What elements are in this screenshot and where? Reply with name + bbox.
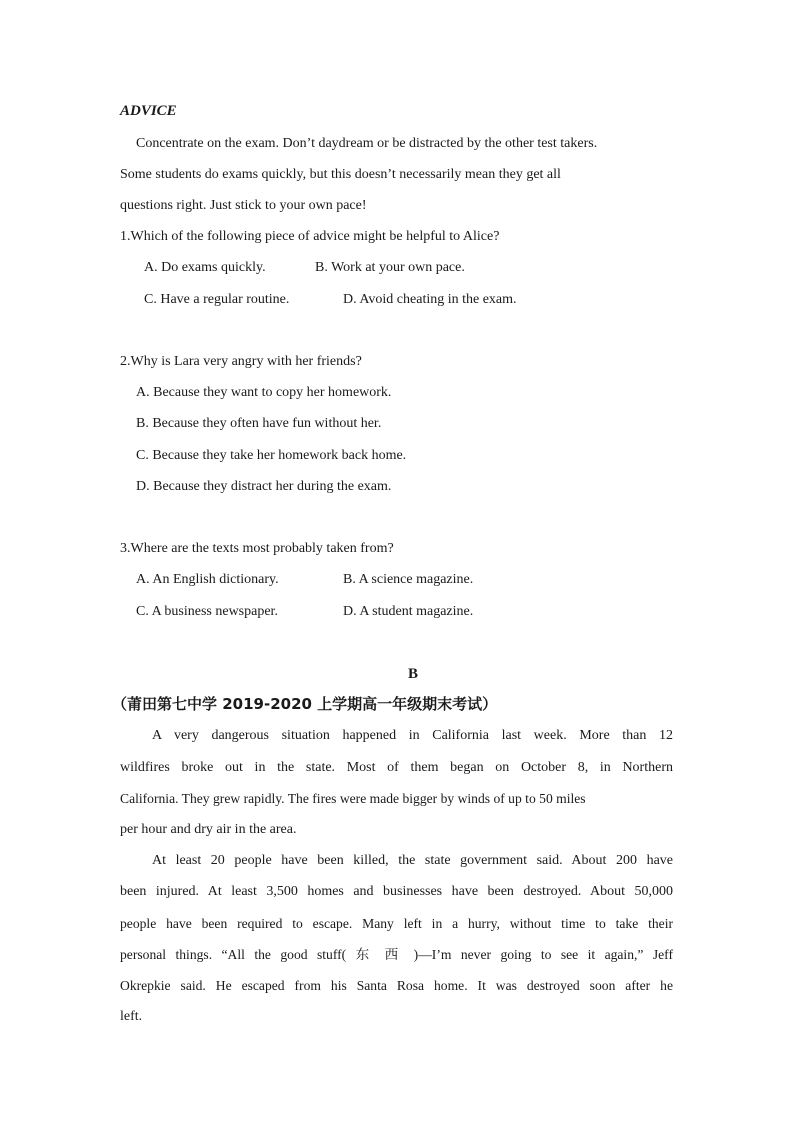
question-option: A. An English dictionary. — [136, 572, 279, 587]
passage-line: At least 20 people have been killed, the state government said. About 200 have — [152, 853, 673, 868]
passage-line: Okrepkie said. He escaped from his Santa Rosa home. It was destroyed soon after he — [120, 978, 673, 993]
passage-line: A very dangerous situation happened in California last week. More than 12 — [152, 728, 673, 743]
question-option: D. Because they distract her during the exam. — [136, 479, 392, 494]
question-stem: 2.Why is Lara very angry with her friends? — [120, 354, 362, 369]
question-option: C. A business newspaper. — [136, 604, 278, 619]
question-option: B. A science magazine. — [343, 572, 474, 587]
question-option: D. A student magazine. — [343, 604, 474, 619]
advice-line: Concentrate on the exam. Don’t daydream or be distracted by the other test takers. — [136, 136, 598, 151]
question-option: C. Have a regular routine. — [144, 292, 290, 307]
passage-line: personal things. “All the good stuff( 东 西 )—I’m never going to see it again,” Jeff — [120, 947, 673, 962]
question-option: B. Work at your own pace. — [315, 260, 465, 275]
question-option: B. Because they often have fun without her. — [136, 416, 382, 431]
question-option: A. Because they want to copy her homework. — [136, 385, 392, 400]
passage-line: wildfires broke out in the state. Most of them began on October 8, in Northern — [120, 760, 673, 775]
passage-line: left. — [120, 1009, 143, 1024]
question-option: C. Because they take her homework back home. — [136, 448, 407, 463]
passage-line: been injured. At least 3,500 homes and businesses have been destroyed. About 50,000 — [120, 884, 673, 899]
passage-line: people have been required to escape. Many left in a hurry, without time to take their — [120, 916, 673, 931]
advice-heading: ADVICE — [120, 103, 177, 119]
question-stem: 1.Which of the following piece of advice might be helpful to Alice? — [120, 229, 500, 244]
section-letter: B — [407, 666, 418, 682]
passage-line: per hour and dry air in the area. — [120, 822, 297, 837]
advice-line: Some students do exams quickly, but this doesn’t necessarily mean they get all — [120, 167, 561, 182]
section-source: （莆田第七中学 2019-2020 上学期高一年级期末考试） — [112, 695, 498, 713]
question-stem: 3.Where are the texts most probably taken from? — [120, 541, 394, 556]
advice-line: questions right. Just stick to your own pace! — [120, 198, 367, 213]
passage-line: California. They grew rapidly. The fires were made bigger by winds of up to 50 miles — [120, 791, 586, 806]
question-option: A. Do exams quickly. — [144, 260, 266, 275]
question-option: D. Avoid cheating in the exam. — [343, 292, 517, 307]
